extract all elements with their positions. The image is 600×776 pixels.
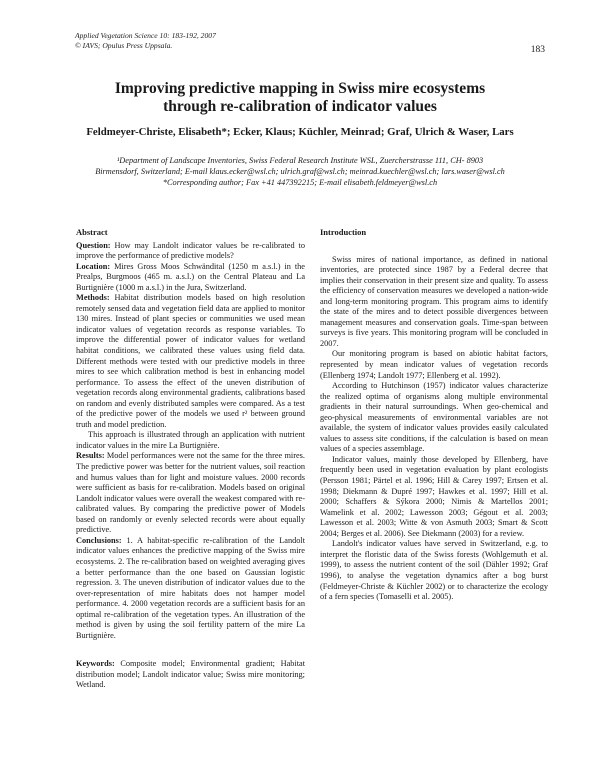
intro-paragraph-4: Indicator values, mainly those developed by Ellenberg, have frequently been used in vegetation evaluation by plant ecologists (Persson 1981; Pärtel et al. 1996; Hill & Carey 1997; Ertsen et al. 1998; Diekmann & Dupré 1997; Hawkes et al. 1997; Hill et al. 2000; Schaffers & Sýkora 2000; Nimis & Martellos 2001; Wamelink et al. 2002; Lawesson 2003; Gégout et al. 2003; Lawesson et al. 2003; Witte & von Asmuth 2003; Smart & Scott 2004; Berges et al. 2006). See Diekmann (2003) for a review. [320,454,548,538]
journal-line: Applied Vegetation Science 10: 183-192, 2007 [75,31,216,40]
results-label: Results: [76,451,105,461]
page-number: 183 [530,45,545,55]
abstract-heading: Abstract [76,227,108,237]
title-line-2: through re-calibration of indicator values [163,98,437,115]
location-text: Mires Gross Moos Schwändital (1250 m a.s.l.) in the Prealps, Burgmoos (465 m. a.s.l.) on the Central Plateau and La Burtignière (1000 m a.s.l.) in the Jura, Switzerland. [76,261,305,292]
journal-citation [75,31,216,50]
intro-paragraph-5: Landolt's indicator values have served in Switzerland, e.g. to interpret the floristic data of the Swiss forests (Wohlgemuth et al. 1999), to assess the nutrient content of the soil (Dähler 1992; Graf 1996), to analyse the vegetation dynamics after a bog burst (Feldmeyer-Christe & Küchler 2002) or to characterize the ecology of a fern species (Tomaselli et al. 2005). [320,539,548,602]
introduction-heading: Introduction [320,227,367,237]
abstract-question [76,241,305,262]
corresponding-author: *Corresponding author; Fax +41 447392215; E-mail elisabeth.feldmeyer@wsl.ch [162,178,438,187]
methods-text: Habitat distribution models based on high resolution remotely sensed data and vegetation field data are applied to monitor 130 mires. Instead of plant species or communities we used mean indicator values of vegetation records as response variables. To improve the differential power of indicator values for wetland habitat conditions, we calibrated these values using field data. Different methods were tested with our predictive models in three mires to see which calibration method is best in enhancing model performance. To assess the effect of the uneven distribution of vegetation records along environmental gradients, calibrations based on random and evenly distributed samples were compared. As a test of the predictive power of the models we used r² between ground truth and model prediction. [76,293,306,429]
keywords [76,659,305,691]
intro-paragraph-3: According to Hutchinson (1957) indicator values characterize the realized optima of organisms along multiple environmental gradients in their natural surroundings. When geo-chemical and geo-physical measurements of environmental variables are not available, the system of indicator values provides easily calculated values to assess site conditions, if the calculation is based on mean values of a species assemblage. [320,381,548,454]
abstract-results [76,451,305,535]
affiliation-line-2: Birmensdorf, Switzerland; E-mail klaus.ecker@wsl.ch; ulrich.graf@wsl.ch; meinrad.kuechler@wsl.ch; lars.waser@wsl.ch [95,167,505,176]
results-text: Model performances were not the same for the three mires. The predictive power was better for the nutrient values, soil reaction and humus values than for light and moisture values. 2000 records were sufficient as basis for re-calibration. Models based on original Landolt indicator values were overall the weakest compared with re-calibrated values. By comparing the predictive power of Models based on randomly or evenly selected records were about equally predictive. [76,451,305,535]
intro-paragraph-2: Our monitoring program is based on abiotic habitat factors, represented by mean indicator values of vegetation records (Ellenberg 1974; Landolt 1977; Ellenberg et al. 1992). [320,349,548,380]
spacer [320,241,548,255]
abstract-location [76,262,305,294]
question-text: How may Landolt indicator values be re-calibrated to improve the performance of predictive models? [76,240,305,261]
copyright-line: © IAVS; Opulus Press Uppsala. [75,40,173,50]
affiliation [70,155,530,188]
keywords-text: Composite model; Environmental gradient; Habitat distribution model; Landolt indicator value; Swiss mire monitoring; Wetland. [76,659,306,690]
introduction-column [320,227,548,603]
intro-paragraph-1: Swiss mires of national importance, as defined in national inventories, are protected since 1987 by a Federal decree that implies their conservation in their present size and quality. To assess the efficiency of conservation measures we developed a nation-wide and long-term monitoring program. This program aims to identify the state of the mires and to detect possible divergences between management measures and conservation goals. Time-span between surveys is five years. This monitoring program will be concluded in 2007. [320,254,548,348]
spacer [76,641,305,659]
abstract-methods-cont: This approach is illustrated through an application with nutrient indicator values in the mire La Burtignière. [76,430,305,450]
location-label: Location: [76,261,111,271]
title-line-1: Improving predictive mapping in Swiss mire ecosystems [114,80,486,97]
conclusions-label: Conclusions: [76,535,122,545]
affiliation-line-1: ¹Department of Landscape Inventories, Swiss Federal Research Institute WSL, Zuercherstrasse 111, CH- 8903 [116,156,484,165]
keywords-label: Keywords: [76,659,115,669]
question-label: Question: [76,240,111,250]
paper-title [60,80,540,116]
abstract-conclusions [76,536,305,641]
author-list: Feldmeyer-Christe, Elisabeth*; Ecker, Klaus; Küchler, Meinrad; Graf, Ulrich & Waser, Lars [86,126,514,138]
abstract-column [76,227,305,691]
conclusions-text: 1. A habitat-specific re-calibration of the Landolt indicator values enhances the predictive mapping of the Swiss mire ecosystems. 2. The re-calibration based on weighted averaging gives a better performance than the one based on Gaussian logistic regression. 3. The uneven distribution of indicator values due to the over-representation of mire habitats does not hamper model performance. 4. 2000 vegetation records are a sufficient basis for an optimal re-calibration of the vegetation types. An illustration of the method is given by using the soil fertility pattern of the mire La Burtignière. [76,535,306,640]
abstract-methods [76,293,305,430]
methods-label: Methods: [76,293,110,303]
